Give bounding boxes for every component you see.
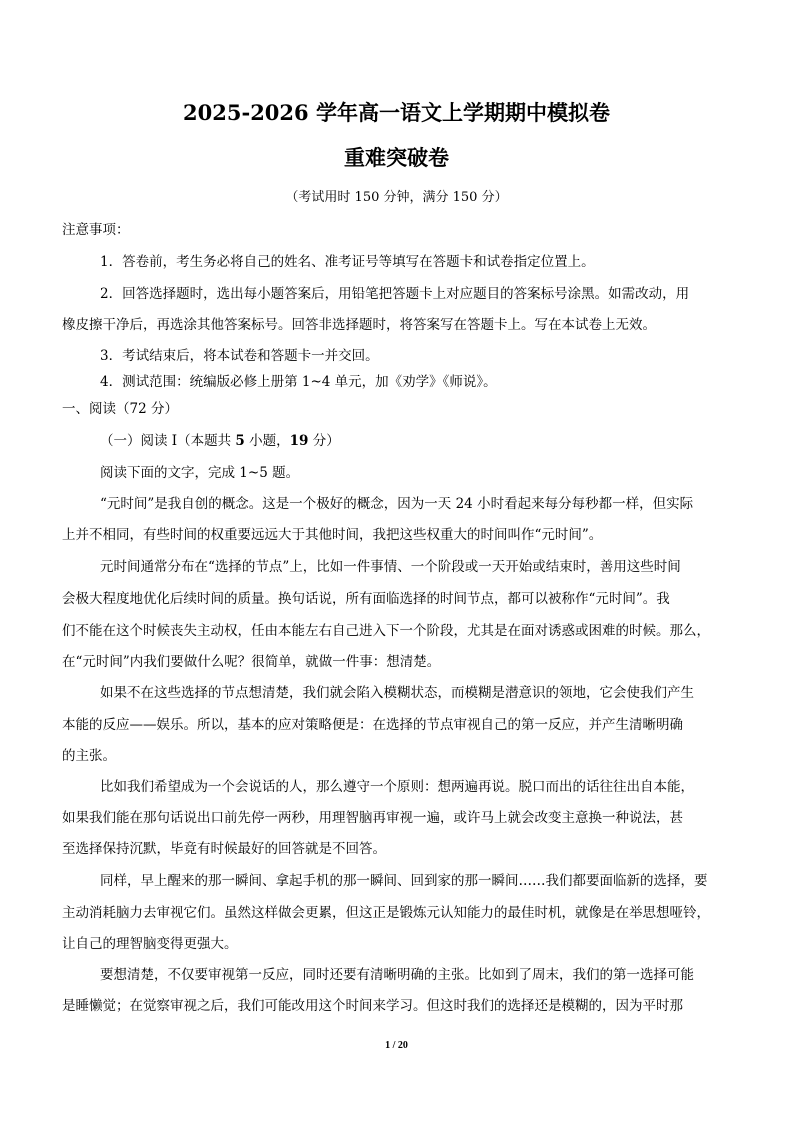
passage-line: 要想清楚，不仅要审视第一反应，同时还要有清晰明确的主张。比如到了周末，我们的第一选择可能 xyxy=(100,967,694,983)
section-heading: 一、阅读（72 分） xyxy=(62,401,178,417)
page-number: 1 / 20 xyxy=(385,1040,408,1051)
notice-item-3: 3．考试结束后，将本试卷和答题卡一并交回。 xyxy=(100,348,379,364)
passage-line: 至选择保持沉默，毕竟有时候最好的回答就是不回答。 xyxy=(62,841,386,857)
subsection-suffix: 分） xyxy=(308,433,340,449)
exam-info: （考试用时 150 分钟，满分 150 分） xyxy=(285,190,508,205)
subsection-prefix: （一）阅读 I（本题共 xyxy=(100,433,236,449)
passage-line: 在“元时间”内我们要做什么呢？很简单，就做一件事：想清楚。 xyxy=(62,654,441,670)
exam-subtitle: 重难突破卷 xyxy=(344,145,449,170)
passage-line: “元时间”是我自创的概念。这是一个极好的概念，因为一天 24 小时看起来每分每秒都一样，但实际 xyxy=(100,496,694,512)
notice-item-2-line-2: 橡皮擦干净后，再选涂其他答案标号。回答非选择题时，将答案写在答题卡上。写在本试卷上无效。 xyxy=(62,317,656,333)
notice-item-4: 4．测试范围：统编版必修上册第 1~4 单元，加《劝学》《师说》。 xyxy=(100,374,497,390)
notice-item-1: 1．答卷前，考生务必将自己的姓名、准考证号等填写在答题卡和试卷指定位置上。 xyxy=(100,254,595,270)
passage-line: 们不能在这个时候丧失主动权，任由本能左右自己进入下一个阶段，尤其是在面对诱惑或困难的时候。那么， xyxy=(62,623,710,639)
passage-line: 比如我们希望成为一个会说话的人，那么遵守一个原则：想两遍再说。脱口而出的话往往出自本能， xyxy=(100,779,694,795)
passage-line: 元时间通常分布在“选择的节点”上，比如一件事情、一个阶段或一天开始或结束时，善用这些时间 xyxy=(100,559,681,575)
subsection-mid: 小题， xyxy=(244,433,290,449)
passage-line: 上并不相同，有些时间的权重要远远大于其他时间，我把这些权重大的时间叫作“元时间”。 xyxy=(62,527,603,543)
notice-item-2-line-1: 2．回答选择题时，选出每小题答案后，用铅笔把答题卡上对应题目的答案标号涂黑。如需改动，用 xyxy=(100,286,690,302)
reading-instruction: 阅读下面的文字，完成 1~5 题。 xyxy=(100,465,300,481)
passage-line: 是睡懒觉；在觉察审视之后，我们可能改用这个时间来学习。但这时我们的选择还是模糊的，因为平时那 xyxy=(62,998,683,1014)
passage-line: 的主张。 xyxy=(62,748,116,764)
question-count: 5 xyxy=(235,433,245,449)
passage-line: 如果不在这些选择的节点想清楚，我们就会陷入模糊状态，而模糊是潜意识的领地，它会使我们产生 xyxy=(100,685,694,701)
passage-line: 同样，早上醒来的那一瞬间、拿起手机的那一瞬间、回到家的那一瞬间……我们都要面临新的选择，要 xyxy=(100,873,708,889)
section-score: 19 xyxy=(289,433,309,449)
notice-heading: 注意事项： xyxy=(62,222,130,238)
passage-line: 本能的反应——娱乐。所以，基本的应对策略便是：在选择的节点审视自己的第一反应，并产生清晰明确 xyxy=(62,717,683,733)
passage-line: 主动消耗脑力去审视它们。虽然这样做会更累，但这正是锻炼元认知能力的最佳时机，就像是在举思想哑铃， xyxy=(62,905,710,921)
passage-line: 会极大程度地优化后续时间的质量。换句话说，所有面临选择的时间节点，都可以被称作“元时间”。我 xyxy=(62,591,670,607)
passage-line: 如果我们能在那句话说出口前先停一两秒，用理智脑再审视一遍，或许马上就会改变主意换一种说法，甚 xyxy=(62,810,683,826)
subsection-heading xyxy=(100,432,340,450)
passage-line: 让自己的理智脑变得更强大。 xyxy=(62,936,238,952)
exam-title: 2025-2026 学年高一语文上学期期中模拟卷 xyxy=(183,100,610,125)
